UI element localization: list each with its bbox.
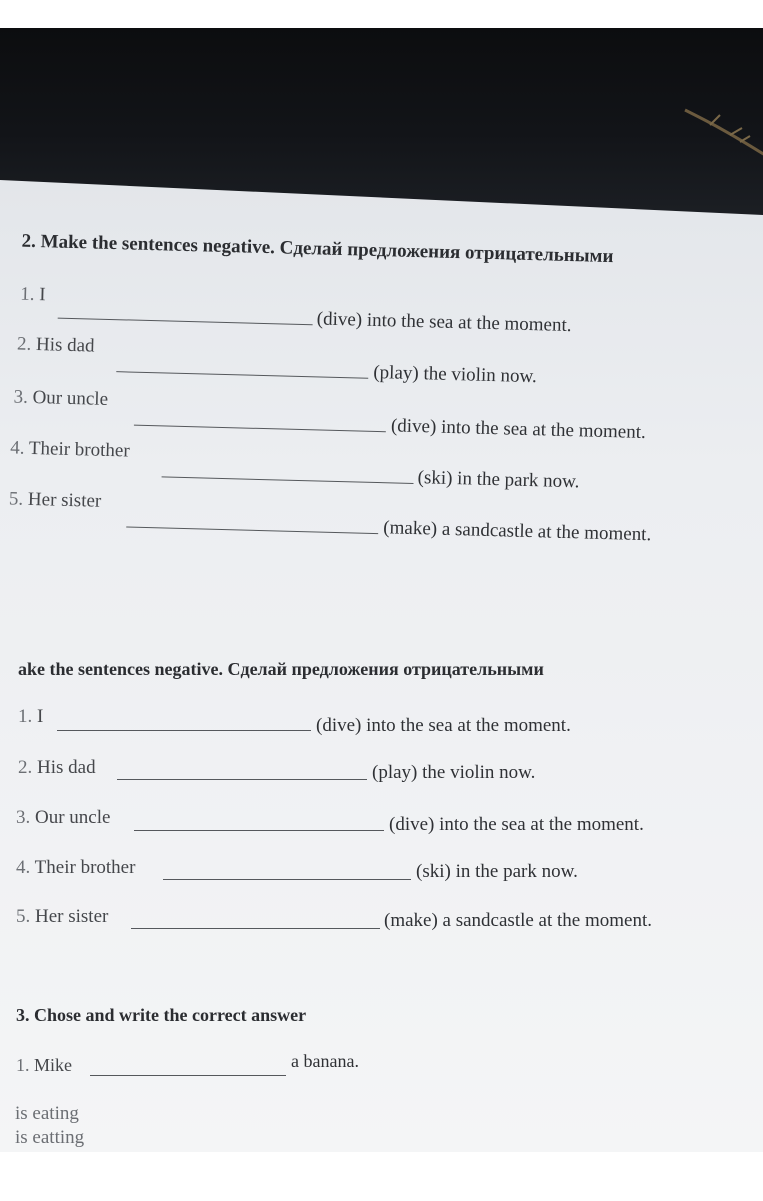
list-item	[18, 757, 96, 779]
answer-blank[interactable]	[117, 779, 367, 780]
item-subject: Her sister	[35, 906, 109, 927]
answer-blank[interactable]	[163, 879, 411, 880]
item-hint: (dive) into the sea at the moment.	[316, 308, 572, 337]
item-number: 4.	[10, 437, 25, 459]
item-hint: (ski) in the park now.	[416, 861, 578, 882]
item-subject: His dad	[37, 757, 96, 778]
item-rest: a banana.	[291, 1051, 359, 1071]
section-2-repeat-title: ake the sentences negative. Сделай предложения отрицательными	[18, 659, 544, 679]
answer-blank[interactable]	[134, 425, 386, 433]
list-item	[16, 906, 108, 928]
item-subject: I	[37, 706, 44, 727]
list-item	[13, 386, 108, 410]
section-2-title: 2. Make the sentences negative. Сделай предложения отрицательными	[21, 230, 614, 268]
item-number: 1.	[16, 1055, 30, 1075]
list-item	[16, 1055, 72, 1076]
item-number: 2.	[16, 333, 32, 355]
item-subject: I	[39, 284, 46, 306]
answer-option[interactable]: is eating	[15, 1103, 79, 1124]
item-subject: Mike	[34, 1055, 72, 1075]
item-number: 3.	[16, 807, 31, 828]
item-subject: Their brother	[28, 437, 130, 462]
item-number: 5.	[16, 906, 31, 927]
list-item	[9, 488, 102, 512]
item-number: 5.	[8, 488, 24, 510]
item-number: 4.	[16, 857, 31, 878]
item-hint: (make) a sandcastle at the moment.	[383, 517, 652, 546]
item-hint: (dive) into the sea at the moment.	[316, 715, 571, 736]
item-hint: (play) the violin now.	[373, 361, 538, 388]
item-subject: Our uncle	[32, 386, 109, 410]
item-subject: Our uncle	[35, 807, 111, 828]
answer-blank[interactable]	[126, 526, 378, 534]
item-subject: Her sister	[27, 488, 102, 512]
item-number: 2.	[18, 757, 33, 778]
answer-blank[interactable]	[162, 476, 414, 484]
item-subject: His dad	[35, 334, 95, 357]
item-hint: (make) a sandcastle at the moment.	[384, 910, 653, 931]
item-hint: (ski) in the park now.	[417, 467, 580, 493]
list-item	[16, 857, 135, 879]
item-hint: (play) the violin now.	[372, 762, 536, 783]
item-number: 1.	[20, 283, 35, 306]
list-item	[20, 284, 46, 307]
list-item	[17, 334, 95, 358]
answer-blank[interactable]	[58, 318, 313, 326]
bottom-margin	[0, 1152, 763, 1181]
item-hint: (dive) into the sea at the moment.	[389, 814, 644, 835]
item-number: 1.	[18, 706, 33, 727]
item-hint: (dive) into the sea at the moment.	[390, 415, 647, 444]
answer-blank[interactable]	[116, 371, 368, 379]
answer-blank[interactable]	[90, 1075, 286, 1076]
answer-blank[interactable]	[131, 928, 380, 929]
item-number: 3.	[13, 386, 29, 408]
answer-blank[interactable]	[57, 730, 311, 731]
section-3-title: 3. Chose and write the correct answer	[16, 1005, 307, 1025]
item-subject: Their brother	[34, 857, 136, 878]
list-item	[18, 706, 43, 728]
list-item	[10, 437, 130, 462]
list-item	[16, 807, 110, 829]
answer-option[interactable]: is eatting	[15, 1127, 85, 1148]
answer-blank[interactable]	[134, 830, 384, 831]
